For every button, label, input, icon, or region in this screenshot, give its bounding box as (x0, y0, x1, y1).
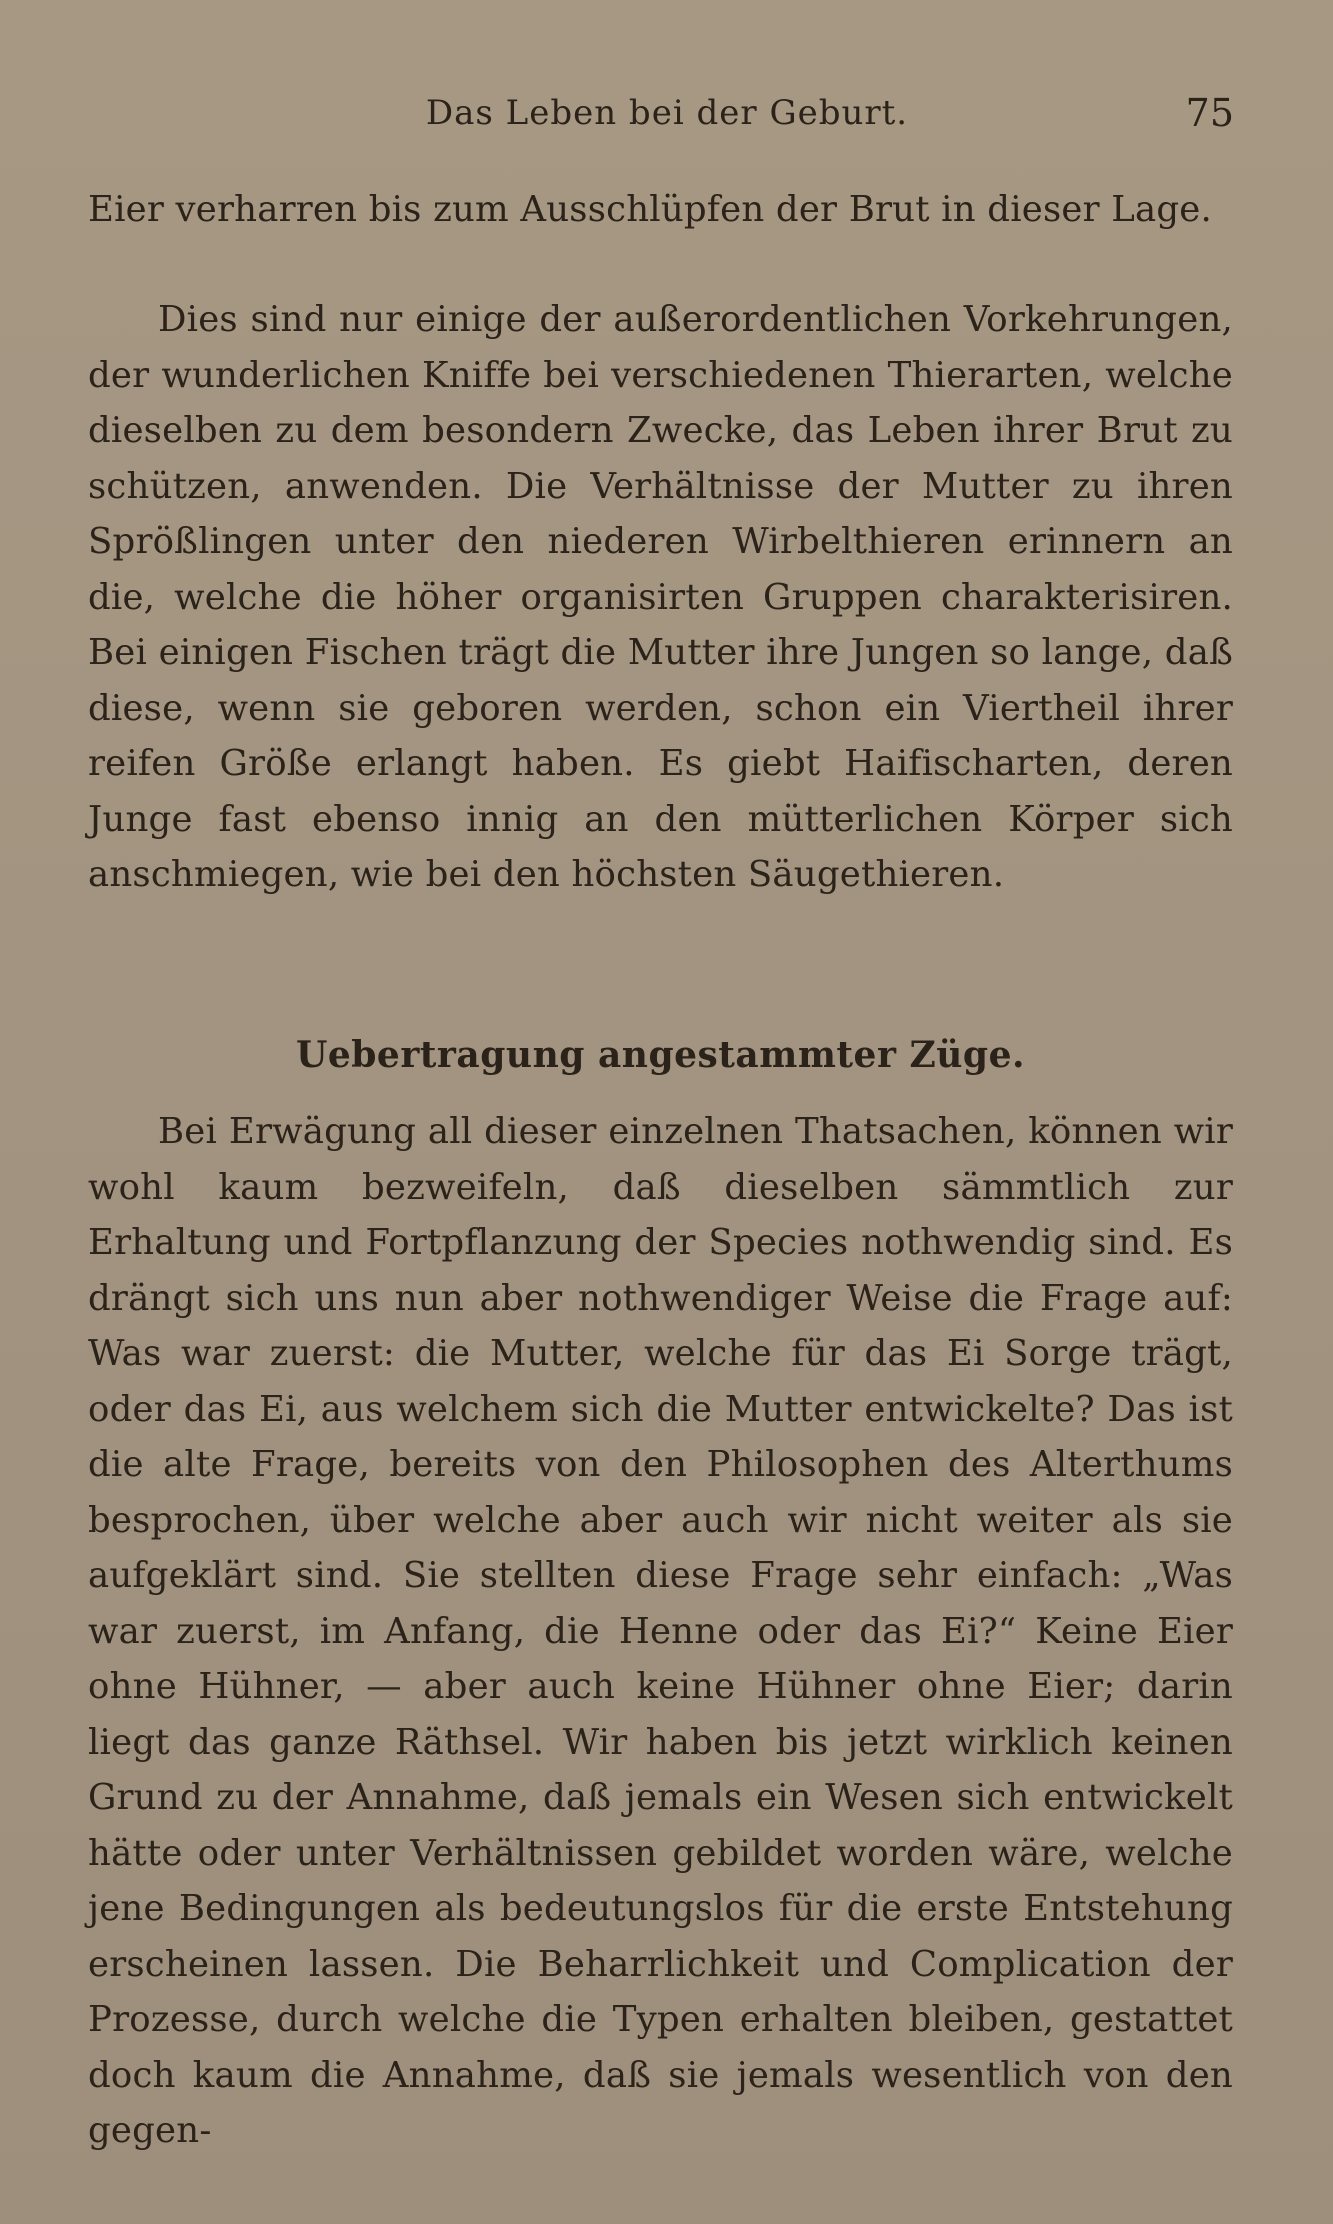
paragraph (88, 292, 1233, 903)
paragraph-text: Bei Erwägung all dieser einzelnen Thatsachen, können wir wohl kaum bezweifeln, daß dieselben sämmtlich zur Erhaltung und Fortpflanzung der Species nothwendig sind. Es drängt sich uns nun aber nothwendiger Weise die Frage auf: Was war zuerst: die Mutter, welche für das Ei Sorge trägt, oder das Ei, aus welchem sich die Mutter entwickelte? Das ist die alte Frage, bereits von den Philosophen des Alterthums besprochen, über welche aber auch wir nicht weiter als sie aufgeklärt sind. Sie stellten diese Frage sehr einfach: „Was war zuerst, im Anfang, die Henne oder das Ei?“ Keine Eier ohne Hühner, — aber auch keine Hühner ohne Eier; darin liegt das ganze Räthsel. Wir haben bis jetzt wirklich keinen Grund zu der Annahme, daß jemals ein Wesen sich entwickelt hätte oder unter Verhältnissen gebildet worden wäre, welche jene Bedingungen als bedeutungslos für die erste Entstehung erscheinen lassen. Die Beharrlichkeit und Complication der Prozesse, durch welche die Typen erhalten bleiben, gestattet doch kaum die Annahme, daß sie jemals wesentlich von den gegen- (88, 1111, 1233, 2151)
paragraph-text: Dies sind nur einige der außerordentlichen Vorkehrungen, der wunderlichen Kniffe bei verschiedenen Thierarten, welche dieselben zu dem besondern Zwecke, das Leben ihrer Brut zu schützen, anwenden. Die Verhältnisse der Mutter zu ihren Sprößlingen unter den niederen Wirbelthieren erinnern an die, welche die höher organisirten Gruppen charakterisiren. Bei einigen Fischen trägt die Mutter ihre Jungen so lange, daß diese, wenn sie geboren werden, schon ein Viertheil ihrer reifen Größe erlangt haben. Es giebt Haifischarten, deren Junge fast ebenso innig an den mütterlichen Körper sich anschmiegen, wie bei den höchsten Säugethieren. (88, 299, 1233, 895)
paragraph-text: Eier verharren bis zum Ausschlüpfen der Brut in dieser Lage. (88, 189, 1212, 230)
running-title: Das Leben bei der Geburt. (425, 93, 909, 133)
section-paragraph (88, 1104, 1233, 2159)
running-head (100, 88, 1234, 138)
page-number: 75 (1185, 91, 1234, 135)
paragraph-continuation (88, 182, 1233, 238)
section-heading: Uebertragung angestammter Züge. (295, 1034, 1026, 1076)
